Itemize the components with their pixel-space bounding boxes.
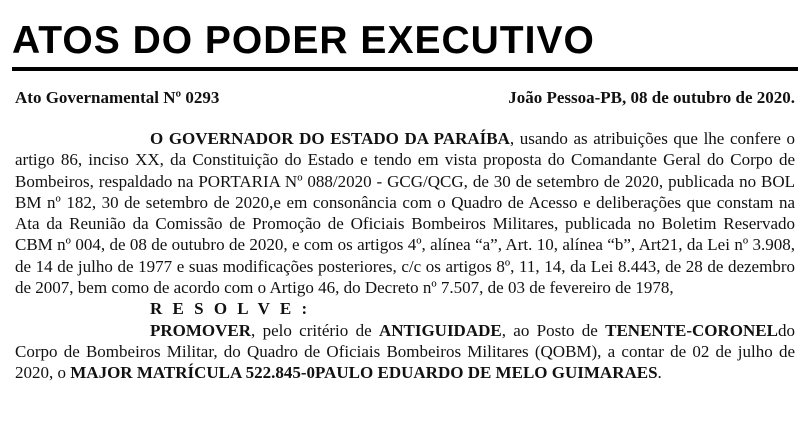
resolve-heading: R E S O L V E : bbox=[150, 299, 311, 319]
paragraph-promotion bbox=[15, 320, 795, 384]
promotion-criterion: ANTIGUIDADE bbox=[378, 320, 502, 340]
promotion-rank: TENENTE-CORONEL bbox=[605, 320, 778, 340]
promotion-text-3: do Corpo de Bombeiros Militar, do Quadro de Oficiais Bombeiros Militares (QOBM), a contar de 02 de julho de 2020, o bbox=[15, 320, 795, 383]
act-body bbox=[15, 128, 795, 384]
act-meta-line bbox=[15, 88, 795, 108]
heading-underline bbox=[12, 67, 798, 71]
act-place-date: João Pessoa-PB, 08 de outubro de 2020. bbox=[508, 88, 795, 107]
considerations-text: , usando as atribuições que lhe confere o artigo 86, inciso XX, da Constituição do Estado e tendo em vista proposta do Comandante Geral do Corpo de Bombeiros, respaldado na PORTARIA Nº 088/2020 - GCG/QCG, de 30 de setembro de 2020, publicada no BOL BM nº 182, 30 de setembro de 2020,e em consonância com o Quadro de Acesso e deliberações que constam na Ata da Reunião da Comissão de Promoção de Oficiais Bombeiros Militares, publicada no Boletim Reservado CBM nº 004, de 08 de outubro de 2020, e com os artigos 4º, alínea “a”, Art. 10, alínea “b”, Art21, da Lei nº 3.908, de 14 de julho de 1977 e suas modificações posteriores, c/c os artigos 8º, 11, 14, da Lei 8.443, de 28 de dezembro de 2007, bem como de acordo com o Artigo 46, do Decreto nº 7.507, de 03 de fevereiro de 1978, bbox=[15, 129, 795, 298]
promotion-text-1: , pelo critério de bbox=[251, 320, 379, 340]
promotion-end: . bbox=[657, 363, 662, 383]
paragraph-considerations bbox=[15, 128, 795, 298]
section-heading: ATOS DO PODER EXECUTIVO bbox=[12, 19, 595, 62]
act-number: Ato Governamental Nº 0293 bbox=[15, 88, 220, 107]
promotion-text-2: , ao Posto de bbox=[501, 320, 606, 340]
governor-title: O GOVERNADOR DO ESTADO DA PARAÍBA bbox=[150, 129, 510, 148]
promotion-verb: PROMOVER bbox=[150, 320, 252, 340]
promoted-officer: MAJOR MATRÍCULA 522.845-0PAULO EDUARDO DE MELO GUIMARAES bbox=[70, 363, 658, 383]
